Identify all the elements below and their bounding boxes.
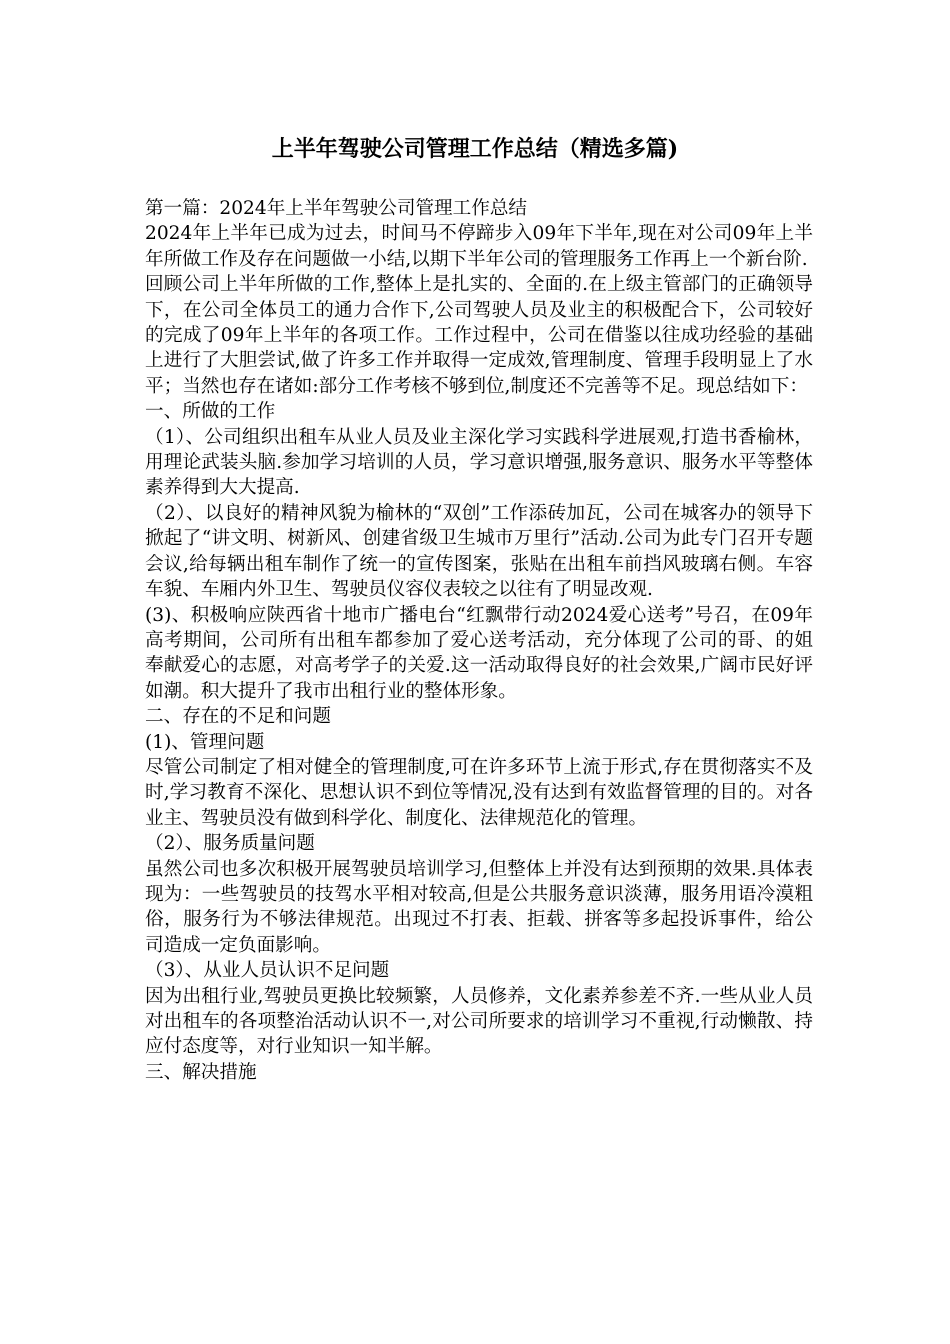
paragraph: （2）、以良好的精神风貌为榆林的“双创”工作添砖加瓦，公司在城客办的领导下掀起了“讲文明、树新风、创建省级卫生城市万里行”活动.公司为此专门召开专题会议,给每辆出租车制作了统一的宣传图案，张贴在出租车前挡风玻璃右侧。车容车貌、车厢内外卫生、驾驶员仪容仪表较之以往有了明显改观. xyxy=(145,502,813,601)
paragraph: 虽然公司也多次积极开展驾驶员培训学习,但整体上并没有达到预期的效果.具体表现为：一些驾驶员的技驾水平相对较高,但是公共服务意识淡薄，服务用语冷漠粗俗，服务行为不够法律规范。出现过不打表、拒载、拼客等多起投诉事件，给公司造成一定负面影响。 xyxy=(145,858,813,956)
paragraph: 回顾公司上半年所做的工作,整体上是扎实的、全面的.在上级主管部门的正确领导下，在公司全体员工的通力合作下,公司驾驶人员及业主的积极配合下，公司较好的完成了09年上半年的各项工作。工作过程中，公司在借鉴以往成功经验的基础上进行了大胆尝试,做了许多工作并取得一定成效,管理制度、管理手段明显上了水平；当然也存在诸如:部分工作考核不够到位,制度还不完善等不足。现总结如下： xyxy=(145,274,813,397)
paragraph: 尽管公司制定了相对健全的管理制度,可在许多环节上流于形式,存在贯彻落实不及时,学习教育不深化、思想认识不到位等情况,没有达到有效监督管理的目的。对各业主、驾驶员没有做到科学化、制度化、法律规范化的管理。 xyxy=(145,756,813,829)
paragraph: （1）、公司组织出租车从业人员及业主深化学习实践科学进展观,打造书香榆林，用理论武装头脑.参加学习培训的人员，学习意识增强,服务意识、服务水平等整体素养得到大大提高. xyxy=(145,426,813,499)
paragraph: 2024年上半年已成为过去，时间马不停蹄步入09年下半年,现在对公司09年上半年所做工作及存在问题做一小结,以期下半年公司的管理服务工作再上一个新台阶. xyxy=(145,223,813,270)
paragraph: 因为出租行业,驾驶员更换比较频繁，人员修养，文化素养参差不齐.一些从业人员对出租车的各项整治活动认识不一,对公司所要求的培训学习不重视,行动懒散、持应付态度等，对行业知识一知半解。 xyxy=(145,985,813,1058)
document-body xyxy=(145,196,813,1085)
paragraph: (3)、积极响应陕西省十地市广播电台“红飘带行动2024爱心送考”号召，在09年高考期间，公司所有出租车都参加了爱心送考活动，充分体现了公司的哥、的姐奉献爱心的志愿，对高考学子的关爱.这一活动取得良好的社会效果,广阔市民好评如潮。积大提升了我市出租行业的整体形象。 xyxy=(145,604,813,702)
paragraph-subheading: （3）、从业人员认识不足问题 xyxy=(145,960,390,982)
paragraph-heading: 二、存在的不足和问题 xyxy=(145,706,331,728)
document-title: 上半年驾驶公司管理工作总结（精选多篇) xyxy=(271,136,679,162)
paragraph-heading: 三、解决措施 xyxy=(145,1061,257,1083)
paragraph-subheading: （2）、服务质量问题 xyxy=(145,833,315,855)
paragraph-section-heading: 第一篇：2024年上半年驾驶公司管理工作总结 xyxy=(145,198,528,219)
paragraph-heading: 一、所做的工作 xyxy=(145,401,276,423)
paragraph-subheading: (1)、管理问题 xyxy=(145,731,265,753)
